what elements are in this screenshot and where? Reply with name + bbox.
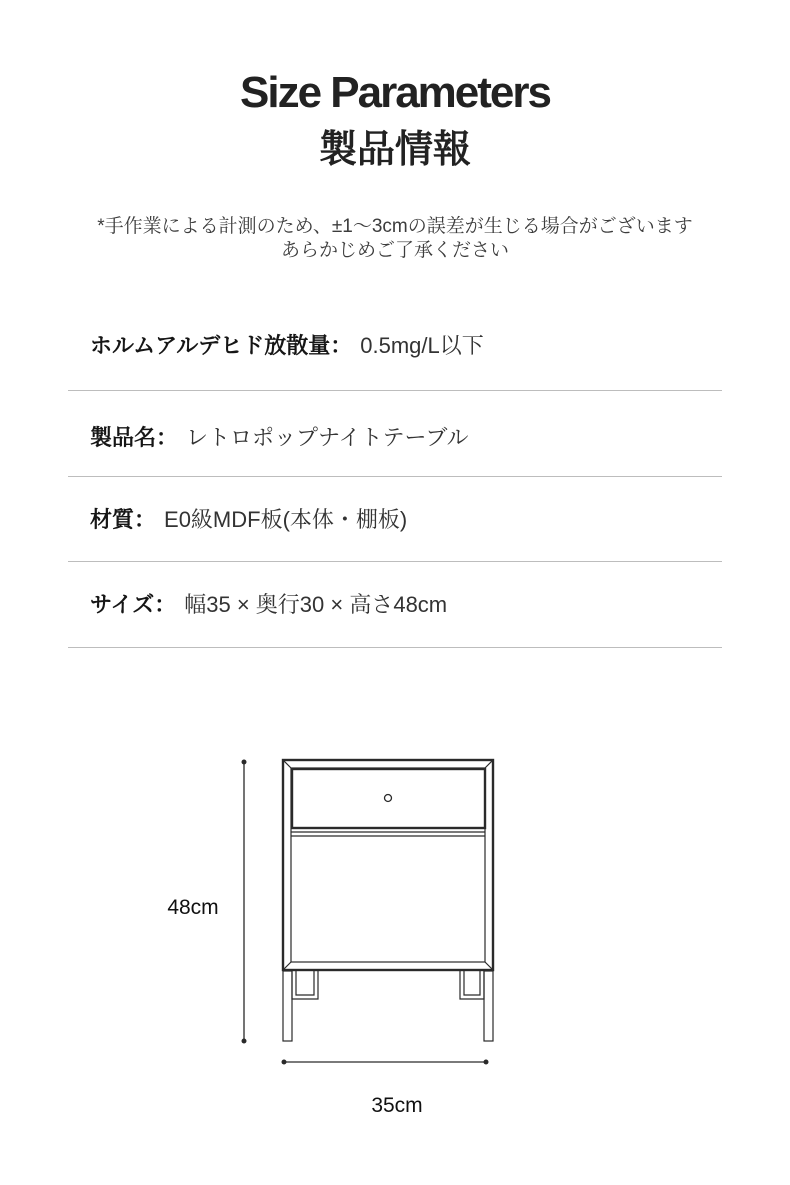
- spec-value: 0.5mg/L以下: [360, 333, 484, 358]
- right-leg-post: [484, 971, 493, 1041]
- nightstand-body-outline: [283, 760, 493, 970]
- bevel-corner-lines: [283, 760, 493, 970]
- width-dimension-endpoint: [484, 1060, 489, 1065]
- spec-row-size: [90, 590, 447, 620]
- divider: [68, 390, 722, 391]
- spec-label: 材質：: [90, 507, 157, 532]
- nightstand-drawing: [230, 750, 510, 1080]
- spec-label: サイズ：: [90, 592, 177, 617]
- note-line-1: *手作業による計測のため、±1～3cmの誤差が生じる場合がございます: [97, 216, 693, 237]
- spec-row-product-name: [90, 423, 469, 453]
- divider: [68, 647, 722, 648]
- spec-value: 幅35 × 奥行30 × 高さ48cm: [184, 592, 448, 617]
- spec-row-material: [90, 505, 407, 535]
- spec-row-formaldehyde: [90, 331, 484, 361]
- width-dimension-endpoint: [282, 1060, 287, 1065]
- spec-label: ホルムアルデヒド放散量：: [90, 333, 353, 358]
- divider: [68, 476, 722, 477]
- drawer-knob: [385, 795, 392, 802]
- width-dimension-label: 35cm: [371, 1094, 423, 1117]
- height-dimension-endpoint: [242, 1039, 247, 1044]
- height-dimension-label: 48cm: [167, 896, 219, 919]
- shelf-line: [291, 832, 485, 836]
- measurement-note: [20, 215, 770, 263]
- page-subtitle: 製品情報: [318, 129, 471, 171]
- spec-value: E0級MDF板(本体・棚板): [164, 507, 408, 532]
- page-title: Size Parameters: [240, 68, 550, 117]
- height-dimension-endpoint: [242, 760, 247, 765]
- note-line-2: あらかじめご了承ください: [280, 240, 509, 261]
- spec-value: レトロポップナイトテーブル: [186, 425, 469, 450]
- left-leg-post: [283, 971, 292, 1041]
- spec-label: 製品名：: [90, 425, 179, 450]
- right-leg-bracket: [460, 971, 484, 999]
- divider: [68, 561, 722, 562]
- left-leg-bracket: [292, 971, 318, 999]
